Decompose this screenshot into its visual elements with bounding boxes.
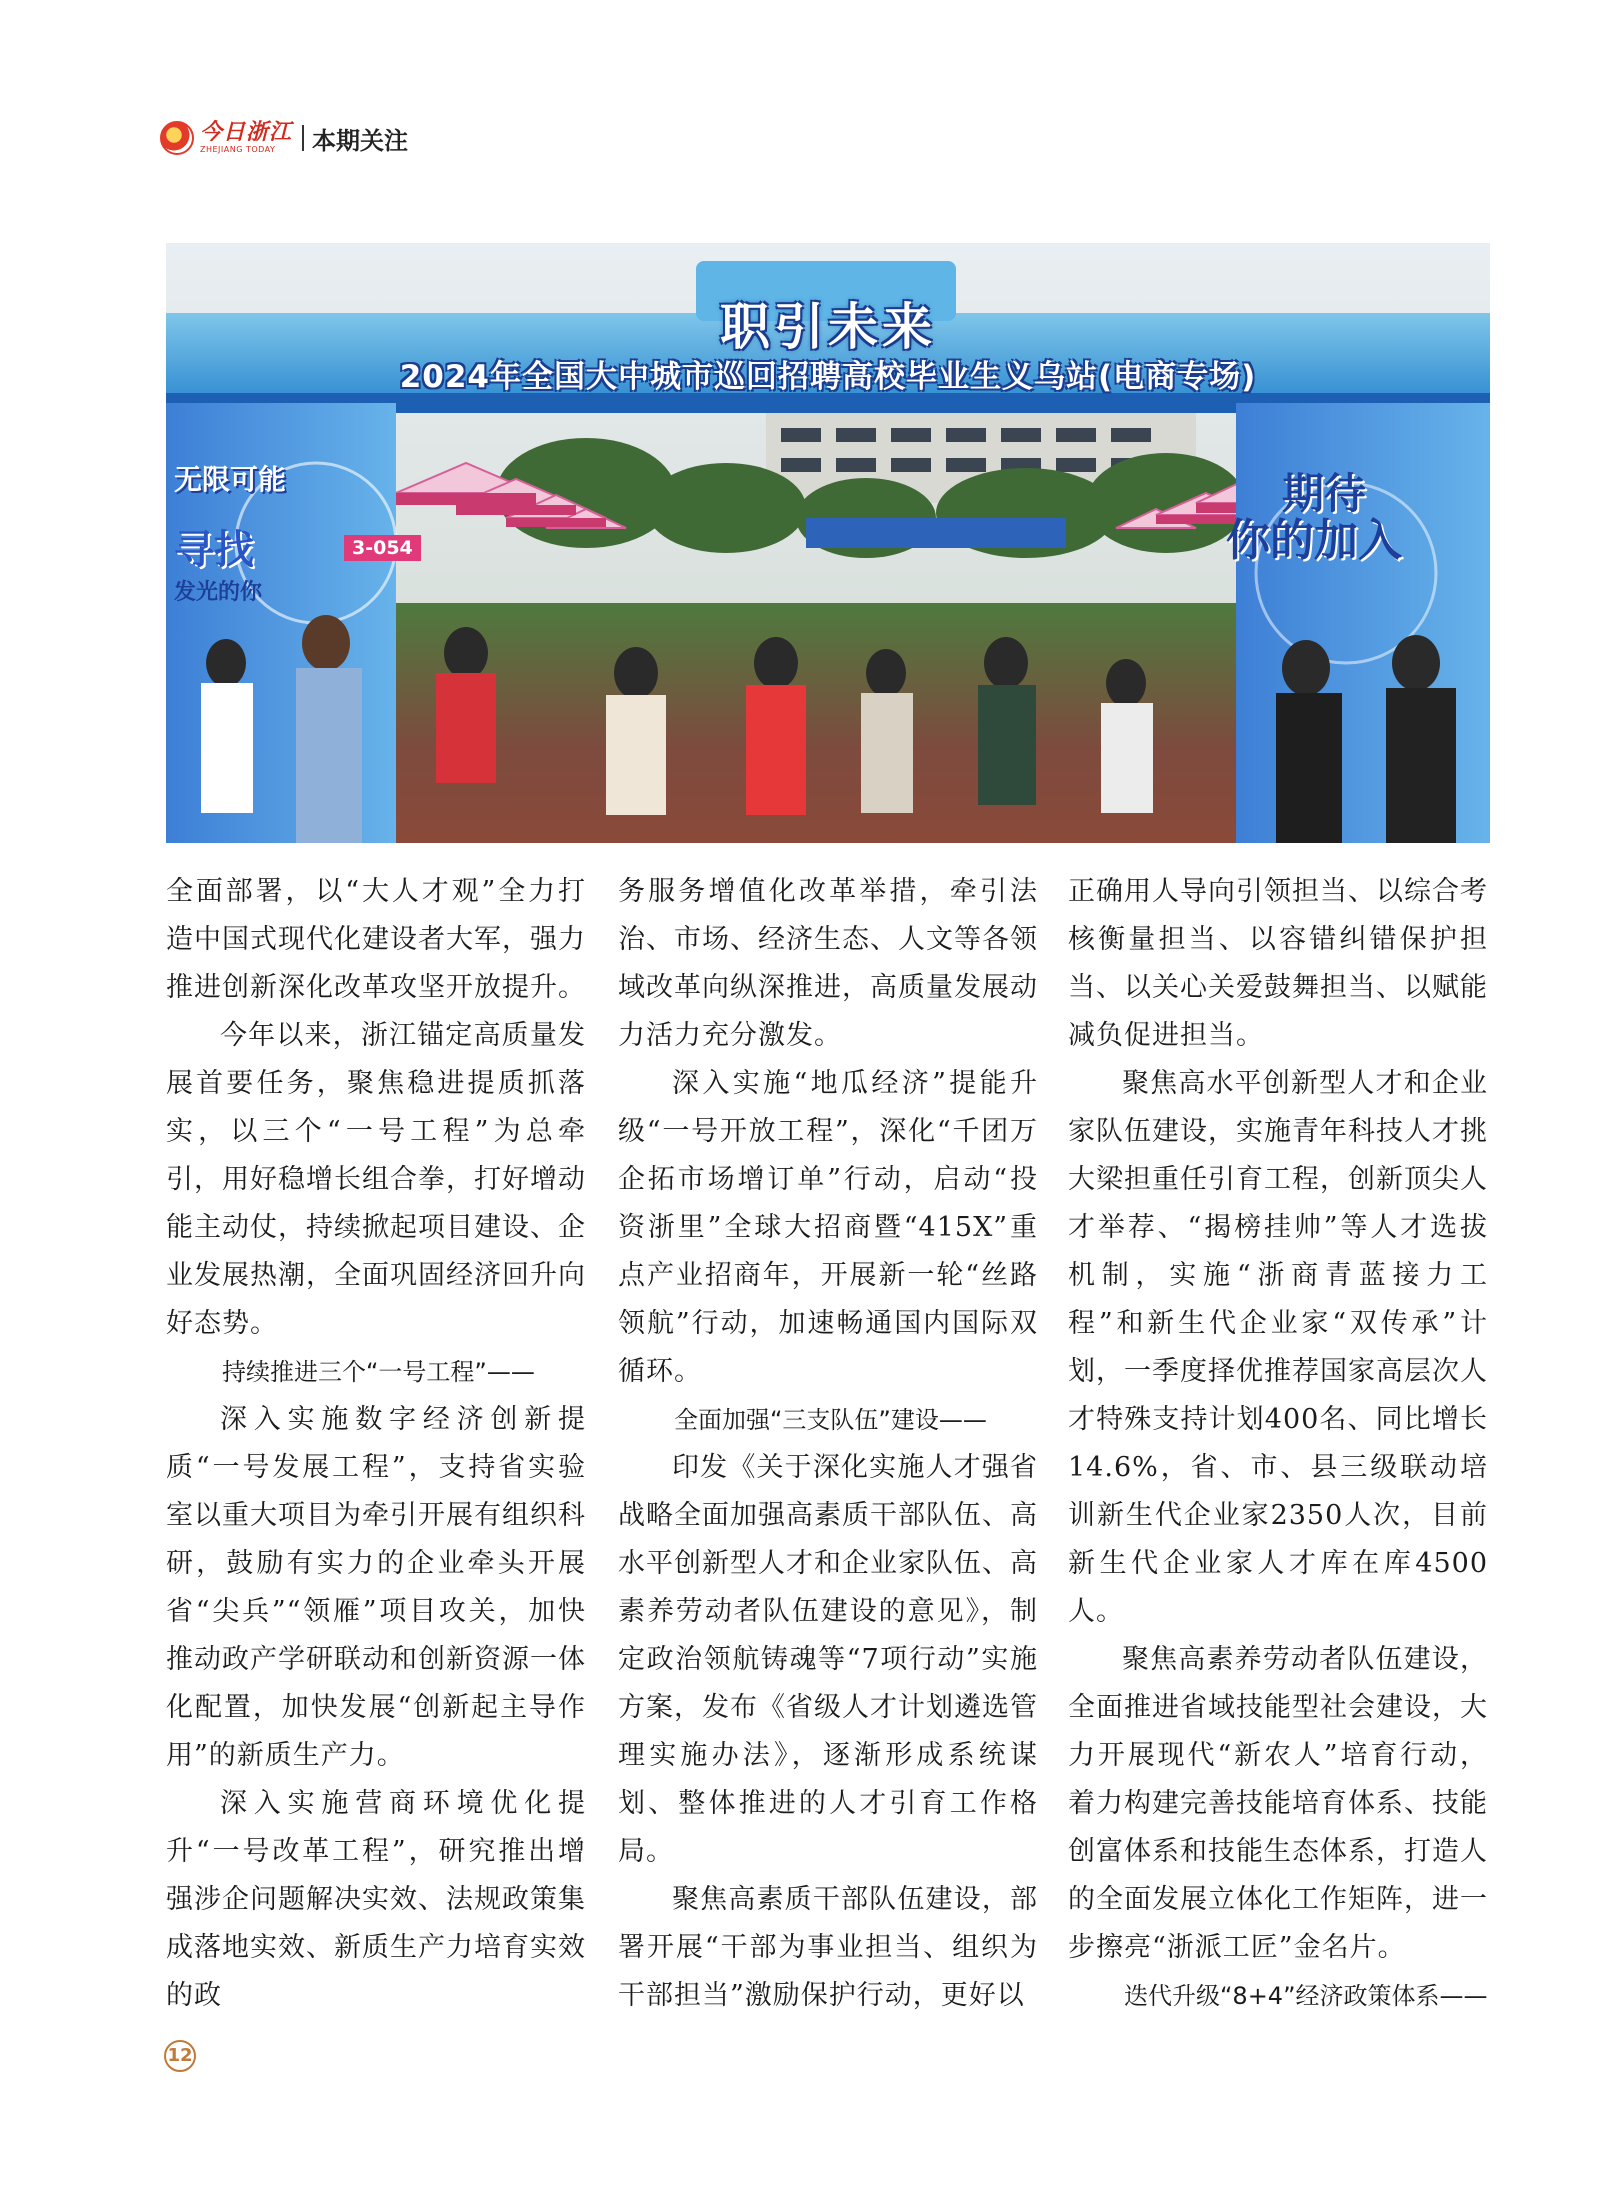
article-column-2 — [618, 868, 1038, 2020]
booth-number-label: 3-054 — [344, 535, 421, 561]
logo-chinese: 今日浙江 — [200, 120, 293, 145]
body-paragraph: 聚焦高素养劳动者队伍建设，全面推进省域技能型社会建设，大力开展现代“新农人”培育行动，着力构建完善技能培育体系、技能创富体系和技能生态体系，打造人的全面发展立体化工作矩阵，进一步擦亮“浙派工匠”金名片。 — [1068, 1644, 1488, 1963]
body-paragraph: 聚焦高水平创新型人才和企业家队伍建设，实施青年科技人才挑大梁担重任引育工程，创新顶尖人才举荐、“揭榜挂帅”等人才选拔机制，实施“浙商青蓝接力工程”和新生代企业家“双传承”计划，一季度择优推荐国家高层次人才特殊支持计划400名、同比增长14.6%，省、市、县三级联动培训新生代企业家2350人次，目前新生代企业家人才库在库4500人。 — [1068, 1068, 1488, 1627]
section-subheading: 持续推进三个“一号工程”—— — [222, 1358, 535, 1386]
left-pillar-sign — [174, 458, 286, 606]
page-header — [160, 118, 408, 158]
section-subheading: 迭代升级“8+4”经济政策体系—— — [1124, 1982, 1488, 2010]
body-paragraph: 聚焦高素质干部队伍建设，部署开展“干部为事业担当、组织为干部担当”激励保护行动，更好以 — [618, 1884, 1038, 2011]
zhejiang-today-logo-icon — [160, 121, 194, 155]
left-sign-line1: 无限可能 — [174, 463, 287, 496]
section-subheading: 全面加强“三支队伍”建设—— — [674, 1406, 987, 1434]
body-paragraph: 深入实施“地瓜经济”提能升级“一号开放工程”，深化“千团万企拓市场增订单”行动，启动“投资浙里”全球大招商暨“415X”重点产业招商年，开展新一轮“丝路领航”行动，加速畅通国内国际双循环。 — [618, 1068, 1038, 1387]
right-sign-line2: 你的加入 — [1226, 515, 1402, 567]
section-title: 本期关注 — [312, 126, 409, 155]
article-column-3 — [1068, 868, 1488, 2020]
body-paragraph: 深入实施营商环境优化提升“一号改革工程”，研究推出增强涉企问题解决实效、法规政策集成落地实效、新质生产力培育实效的政 — [166, 1788, 586, 2011]
article-column-1 — [166, 868, 586, 2020]
body-paragraph: 全面部署，以“大人才观”全力打造中国式现代化建设者大军，强力推进创新深化改革攻坚开放提升。 — [166, 876, 586, 1003]
logo-english: ZHEJIANG TODAY — [200, 145, 276, 154]
left-sign-line2: 寻找 — [174, 527, 254, 573]
right-sign-line1: 期待 — [1282, 469, 1367, 518]
header-divider — [302, 125, 304, 151]
body-paragraph: 务服务增值化改革举措，牵引法治、市场、经济生态、人文等各领域改革向纵深推进，高质量发展动力活力充分激发。 — [618, 876, 1038, 1051]
right-pillar-sign — [1226, 471, 1402, 566]
arch-title: 职引未来 — [720, 298, 936, 356]
body-paragraph: 今年以来，浙江锚定高质量发展首要任务，聚焦稳进提质抓落实，以三个“一号工程”为总牵引，用好稳增长组合拳，打好增动能主动仗，持续掀起项目建设、企业发展热潮，全面巩固经济回升向好态势。 — [166, 1020, 586, 1339]
left-sign-line3: 发光的你 — [174, 580, 263, 605]
page-number: 12 — [164, 2040, 196, 2072]
arch-subtitle: 2024年全国大中城市巡回招聘高校毕业生义乌站(电商专场) — [399, 359, 1257, 395]
body-paragraph: 深入实施数字经济创新提质“一号发展工程”，支持省实验室以重大项目为牵引开展有组织科研，鼓励有实力的企业牵头开展省“尖兵”“领雁”项目攻关，加快推动政产学研联动和创新资源一体化配置，加快发展“创新起主导作用”的新质生产力。 — [166, 1404, 586, 1771]
body-paragraph: 印发《关于深化实施人才强省战略全面加强高素质干部队伍、高水平创新型人才和企业家队伍、高素养劳动者队伍建设的意见》，制定政治领航铸魂等“7项行动”实施方案，发布《省级人才计划遴选管理实施办法》，逐渐形成系统谋划、整体推进的人才引育工作格局。 — [618, 1452, 1038, 1867]
job-fair-photo — [166, 243, 1490, 843]
magazine-logo — [200, 122, 292, 154]
body-paragraph: 正确用人导向引领担当、以综合考核衡量担当、以容错纠错保护担当、以关心关爱鼓舞担当、以赋能减负促进担当。 — [1068, 876, 1488, 1051]
